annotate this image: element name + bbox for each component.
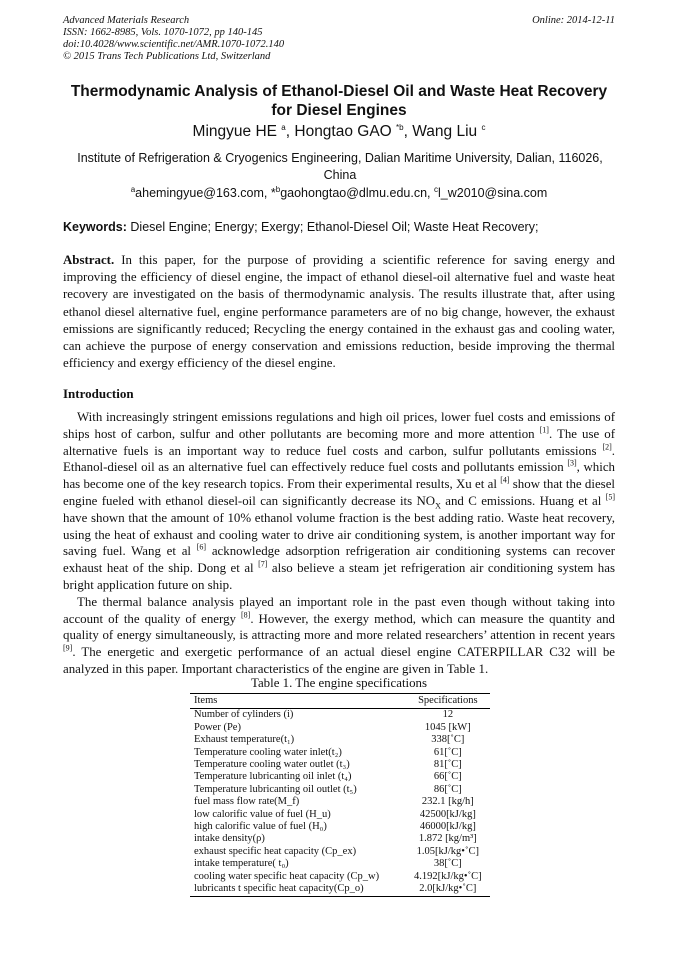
citation-link[interactable]: [5] xyxy=(605,492,615,502)
spec-cell: 46000[kJ/kg] xyxy=(419,821,476,833)
item-cell: high calorific value of fuel (H₀) xyxy=(194,821,327,833)
subscript: X xyxy=(435,501,441,511)
table-row xyxy=(190,846,490,858)
table-caption: Table 1. The engine specifications xyxy=(250,676,428,690)
email-superscript: b xyxy=(275,184,281,194)
table-header-row xyxy=(190,694,490,709)
table-row xyxy=(190,784,490,796)
affiliation: Institute of Refrigeration & Cryogenics Engineering, Dalian Maritime University, Dalian, 116026, China xyxy=(77,151,603,182)
column-header-items: Items xyxy=(190,694,406,709)
table-row xyxy=(190,734,490,746)
spec-cell: 232.1 [kg/h] xyxy=(421,796,474,808)
citation-link[interactable]: [1] xyxy=(539,425,549,435)
author-list: Mingyue HE $^a$, Hongtao GAO $^{*b}$, Wang Liu $^c$ xyxy=(192,122,486,140)
text-run: With increasingly stringent emissions regulations and high oil prices, lower fuel costs and emissions of ships host of carbon, sulfur and other pollutants are becoming more and more attention xyxy=(63,410,615,441)
spec-cell: 1.05[kJ/kg•˚C] xyxy=(416,845,479,857)
item-cell: Exhaust temperature(t₁) xyxy=(194,734,295,746)
table-row xyxy=(190,809,490,821)
abstract-label: Abstract. xyxy=(63,253,115,267)
section-heading-introduction: Introduction xyxy=(63,386,134,401)
corresponding-marker: * xyxy=(270,186,276,200)
item-cell: exhaust specific heat capacity (Cp_ex) xyxy=(194,845,357,857)
citation-link[interactable]: [3] xyxy=(567,459,577,469)
item-cell: Temperature lubricanting oil outlet (t₅) xyxy=(194,783,357,795)
text-run: The thermal balance analysis played an important role in the past even though without taking into account of the quality of energy xyxy=(63,594,615,626)
table-row xyxy=(190,821,490,833)
citation-link[interactable]: [4] xyxy=(500,475,510,485)
email-link[interactable]: l_w2010@sina.com xyxy=(437,186,548,200)
doi-link[interactable]: doi:10.4028/www.scientific.net/AMR.1070-1072.140 xyxy=(63,39,285,50)
spec-cell: 1.872 [kg/m³] xyxy=(418,833,477,845)
spec-cell: 42500[kJ/kg] xyxy=(419,808,476,820)
author-name: Hongtao GAO xyxy=(294,123,392,140)
item-cell: Temperature cooling water inlet(t₂) xyxy=(194,746,342,758)
citation-link[interactable]: [8] xyxy=(241,610,251,620)
table-row xyxy=(190,771,490,783)
item-cell: Temperature cooling water outlet (t₃) xyxy=(194,759,350,771)
text-run: also believe a steam jet refrigeration air conditioning system has bright application future on ship. xyxy=(63,561,615,592)
text-run: . Ethanol-diesel oil as an alternative fuel can effectively reduce fuel costs and pollutants emission xyxy=(63,443,615,475)
keywords-text: Diesel Engine; Energy; Exergy; Ethanol-Diesel Oil; Waste Heat Recovery; xyxy=(130,220,539,234)
author-name: Wang Liu xyxy=(412,123,478,140)
item-cell: Number of cylinders (i) xyxy=(194,709,294,721)
spec-cell: 12 xyxy=(442,709,454,721)
abstract xyxy=(63,252,615,372)
paragraph xyxy=(63,594,615,678)
item-cell: Temperature lubricanting oil inlet (t₄) xyxy=(194,771,352,783)
issn-line: ISSN: 1662-8985, Vols. 1070-1072, pp 140-145 xyxy=(63,27,263,38)
table-row xyxy=(190,747,490,759)
text-run: . The use of alternative fuels is an important way to reduce fuel costs and carbon, sulfur pollutants emissions xyxy=(63,426,615,458)
spec-cell: 38[˚C] xyxy=(433,858,462,870)
text-run: , which has become one of the key research topics. From their experimental results, Xu et al xyxy=(63,460,616,492)
journal-name: Advanced Materials Research xyxy=(63,15,190,26)
email-superscript: a xyxy=(130,184,136,194)
spec-cell: 66[˚C] xyxy=(433,771,462,783)
citation-link[interactable]: [7] xyxy=(258,559,268,569)
item-cell: lubricants t specific heat capacity(Cp_o) xyxy=(190,883,406,896)
author-superscript: *b xyxy=(396,122,404,132)
paper-title: Thermodynamic Analysis of Ethanol-Diesel Oil and Waste Heat Recovery for Diesel Engines xyxy=(70,83,608,119)
text-run: have shown that the amount of 10% ethanol volume fraction is the best adding ratio. Waste heat recovery, using the heat of exhaust and cooling water to drive air conditioning system, is another important way for saving fuel. Wang et al xyxy=(63,510,615,559)
copyright-line: © 2015 Trans Tech Publications Ltd, Switzerland xyxy=(63,51,271,62)
spec-cell: 61[˚C] xyxy=(433,746,462,758)
item-cell: Power (Pe) xyxy=(194,721,241,733)
table-row xyxy=(190,759,490,771)
engine-spec-table xyxy=(190,693,490,897)
item-cell: intake density(ρ) xyxy=(194,833,265,845)
text-run: show that the diesel engine fueled with ethanol diesel-oil can significantly decrease its NO xyxy=(63,477,615,508)
item-cell: fuel mass flow rate(M_f) xyxy=(194,796,300,808)
author-superscript: c xyxy=(481,122,486,132)
journal-header xyxy=(63,15,615,63)
abstract-text: In this paper, for the purpose of providing a scientific reference for saving energy and improving the efficiency of diesel engine, the impact of ethanol diesel-oil alternative fuel and waste heat recovery are investigated on the basis of thermodynamic analysis. The results illustrate that, after using ethanol diesel alternative fuel, engine performance parameters are of no big change, however, the exhaust emissions are significantly reduced; Recycling the energy contained in the exhaust gas and cooling water, can achieve the purpose of energy conservation and emissions reduction, beside improving the thermal efficiency and exergy efficiency of the diesel engine. xyxy=(63,253,615,371)
item-cell: intake temperature( t₀) xyxy=(194,858,289,870)
citation-link[interactable]: [6] xyxy=(196,543,207,553)
table-row xyxy=(190,722,490,734)
text-run: and C emissions. Huang et al xyxy=(440,493,606,508)
spec-cell: 338[˚C] xyxy=(431,734,465,746)
item-cell: cooling water specific heat capacity (Cp_w) xyxy=(194,870,380,882)
table-row xyxy=(190,858,490,870)
paragraph xyxy=(63,409,615,594)
author-name: Mingyue HE xyxy=(192,123,277,140)
email-superscript: c xyxy=(433,184,438,194)
table-row xyxy=(190,833,490,845)
table-row xyxy=(190,709,490,722)
keywords xyxy=(63,220,615,234)
introduction-body xyxy=(63,409,615,678)
citation-link[interactable]: [2] xyxy=(602,442,612,452)
keywords-label: Keywords: xyxy=(63,220,127,234)
table-row xyxy=(190,871,490,883)
text-run: acknowledge adsorption refrigeration air conditioning systems can recover exhaust heat of the ship. Dong et al xyxy=(63,544,616,576)
text-run: . The energetic and exergetic performance of an actual diesel engine CATERPILLAR C32 will be analyzed in this paper. Important characteristics of the engine are given in Table 1. xyxy=(63,645,615,676)
spec-cell: 4.192[kJ/kg•˚C] xyxy=(414,870,482,882)
table-row xyxy=(190,883,490,896)
item-cell: low calorific value of fuel (H_u) xyxy=(194,808,331,820)
email-link[interactable]: ahemingyue@163.com xyxy=(135,186,264,200)
online-date: Online: 2014-12-11 xyxy=(532,15,615,26)
email-list: $^a$ahemingyue@163.com, *$^b$gaohongtao@dlmu.edu.cn, $^c$l_w2010@sina.com xyxy=(130,184,548,200)
citation-link[interactable]: [9] xyxy=(63,643,73,653)
spec-cell: 86[˚C] xyxy=(433,783,462,795)
spec-cell: 1045 [kW] xyxy=(424,721,471,733)
text-run: . However, the exergy method, which can measure the quantity and quality of energy simultaneously, is attracting more and more related researchers’ attention in recent years xyxy=(63,611,615,643)
author-superscript: a xyxy=(281,122,286,132)
column-header-specifications: Specifications xyxy=(406,694,490,709)
spec-cell: 81[˚C] xyxy=(433,759,462,771)
email-link[interactable]: gaohongtao@dlmu.edu.cn xyxy=(280,186,428,200)
table-row xyxy=(190,796,490,808)
spec-cell: 2.0[kJ/kg•˚C] xyxy=(406,883,490,896)
